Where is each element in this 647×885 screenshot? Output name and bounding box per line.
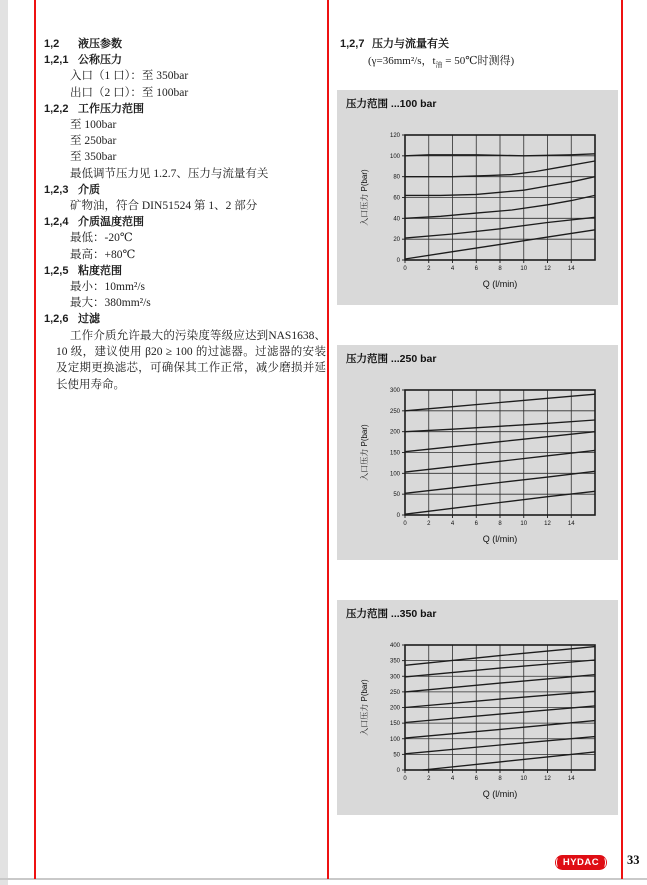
svg-text:300: 300 — [389, 674, 400, 681]
section-number: 1,2,1 — [44, 54, 69, 67]
svg-text:400: 400 — [389, 643, 400, 649]
chart-title: 压力范围 ...100 bar — [346, 98, 437, 110]
section-title: 工作压力范围 — [78, 102, 144, 115]
left-column — [44, 36, 326, 393]
condition-prefix: (γ=36mm²/s，t — [368, 54, 436, 67]
svg-text:150: 150 — [389, 450, 400, 457]
svg-text:8: 8 — [498, 266, 502, 272]
spec-line: 至 350bar — [70, 151, 117, 164]
spec-line: 最低调节压力见 1.2.7、压力与流量有关 — [70, 167, 269, 180]
svg-text:6: 6 — [474, 266, 478, 272]
chart-panel-100bar — [337, 90, 618, 305]
svg-text:6: 6 — [474, 521, 478, 527]
svg-text:4: 4 — [450, 266, 455, 272]
svg-text:2: 2 — [427, 776, 431, 782]
x-axis-label: Q (l/min) — [482, 789, 518, 799]
section-number: 1,2,4 — [44, 216, 69, 229]
pq-chart-100bar — [337, 90, 618, 305]
svg-text:100: 100 — [389, 153, 400, 160]
svg-text:2: 2 — [427, 521, 431, 527]
section-title: 公称压力 — [78, 54, 122, 67]
svg-text:50: 50 — [393, 752, 400, 759]
section-title: 压力与流量有关 — [372, 38, 449, 50]
section-title: 粘度范围 — [78, 264, 122, 277]
svg-text:0: 0 — [396, 768, 400, 774]
spec-line: 至 250bar — [70, 135, 117, 148]
svg-text:14: 14 — [567, 521, 575, 527]
section-heading-1-2-1 — [44, 52, 326, 68]
spec-line: 出口（2 口）：至 100bar — [70, 86, 189, 99]
section-number: 1,2,6 — [44, 313, 69, 326]
svg-text:120: 120 — [389, 133, 400, 139]
section-number: 1,2 — [44, 38, 60, 50]
section-number: 1,2,7 — [340, 38, 365, 50]
svg-text:6: 6 — [474, 776, 478, 782]
svg-text:0: 0 — [396, 513, 400, 519]
spec-line: 入口（1 口）：至 350bar — [70, 70, 189, 83]
pq-chart-350bar — [337, 600, 618, 815]
spec-line: 最高：+80℃ — [70, 248, 136, 261]
svg-text:0: 0 — [403, 521, 407, 527]
red-rule-middle — [327, 0, 329, 879]
spec-line: 最小：10mm²/s — [70, 281, 146, 294]
section-title: 介质温度范围 — [78, 216, 144, 229]
logo-brand-text: HYDAC — [562, 856, 600, 868]
section-heading-1-2-5 — [44, 263, 326, 279]
y-axis-label: 入口压力 P(bar) — [360, 169, 369, 226]
section-heading-1-2-4 — [44, 214, 326, 230]
svg-text:14: 14 — [567, 776, 575, 782]
section-number: 1,2,5 — [44, 264, 69, 277]
logo-right-paren-icon — [601, 857, 606, 868]
logo-left-paren-icon — [556, 857, 561, 868]
condition-subscript: 油 — [435, 60, 443, 69]
svg-text:200: 200 — [389, 429, 400, 436]
x-axis-label: Q (l/min) — [482, 279, 518, 289]
measurement-condition — [340, 53, 620, 74]
svg-text:14: 14 — [567, 266, 575, 272]
chart-grid — [405, 135, 595, 260]
svg-text:4: 4 — [450, 776, 455, 782]
section-heading-1-2-3 — [44, 182, 326, 198]
svg-text:350: 350 — [389, 658, 400, 665]
svg-text:150: 150 — [389, 721, 400, 728]
svg-text:8: 8 — [498, 776, 502, 782]
spec-line: 矿物油，符合 DIN51524 第 1、2 部分 — [70, 200, 258, 213]
svg-text:4: 4 — [450, 521, 455, 527]
y-axis-label: 入口压力 P(bar) — [360, 424, 369, 481]
scan-edge-bottom — [0, 878, 647, 880]
svg-text:40: 40 — [393, 216, 400, 223]
chart-title: 压力范围 ...350 bar — [346, 608, 437, 620]
hydac-logo — [555, 855, 607, 870]
section-title: 介质 — [78, 183, 100, 196]
svg-text:0: 0 — [403, 266, 407, 272]
svg-text:50: 50 — [393, 492, 400, 499]
scan-edge-left — [0, 0, 8, 885]
svg-text:12: 12 — [544, 266, 551, 272]
spec-line: 至 100bar — [70, 119, 117, 132]
spec-line: 最大：380mm²/s — [70, 297, 151, 310]
red-rule-left — [34, 0, 36, 879]
svg-text:20: 20 — [393, 237, 400, 244]
svg-text:60: 60 — [393, 195, 400, 202]
section-number: 1,2,2 — [44, 102, 69, 115]
svg-text:0: 0 — [396, 258, 400, 264]
svg-text:0: 0 — [403, 776, 407, 782]
svg-text:200: 200 — [389, 705, 400, 712]
right-column — [340, 36, 620, 73]
y-axis-label: 入口压力 P(bar) — [360, 679, 369, 736]
svg-text:8: 8 — [498, 521, 502, 527]
section-title: 液压参数 — [78, 38, 122, 50]
svg-text:12: 12 — [544, 521, 551, 527]
svg-text:10: 10 — [520, 521, 528, 527]
svg-text:250: 250 — [389, 689, 400, 696]
chart-panel-350bar — [337, 600, 618, 815]
svg-text:10: 10 — [520, 776, 528, 782]
section-heading-1-2-6 — [44, 311, 326, 327]
spec-line: 最低：-20℃ — [70, 232, 133, 245]
pq-chart-250bar — [337, 345, 618, 560]
svg-text:80: 80 — [393, 174, 400, 181]
section-heading-1-2 — [44, 36, 326, 52]
svg-text:2: 2 — [427, 266, 431, 272]
svg-text:100: 100 — [389, 471, 400, 478]
filtration-paragraph: 工作介质允许最大的污染度等级应达到NAS1638、10 级，建议使用 β20 ≥ 100 的过滤器。过滤器的安装及定期更换滤芯，可确保其工作正常，减少磨损并延长使用寿命。 — [56, 329, 326, 391]
section-title: 过滤 — [78, 313, 100, 326]
section-heading-1-2-2 — [44, 101, 326, 117]
chart-panel-250bar — [337, 345, 618, 560]
chart-title: 压力范围 ...250 bar — [346, 353, 437, 365]
svg-text:300: 300 — [389, 388, 400, 394]
svg-text:100: 100 — [389, 736, 400, 743]
section-heading-1-2-7 — [340, 36, 620, 53]
page-number: 33 — [627, 853, 640, 867]
condition-suffix: = 50℃时测得) — [442, 54, 515, 67]
x-axis-label: Q (l/min) — [482, 534, 518, 544]
svg-text:250: 250 — [389, 408, 400, 415]
red-rule-right — [621, 0, 623, 879]
svg-text:12: 12 — [544, 776, 551, 782]
svg-text:10: 10 — [520, 266, 528, 272]
section-number: 1,2,3 — [44, 183, 69, 196]
